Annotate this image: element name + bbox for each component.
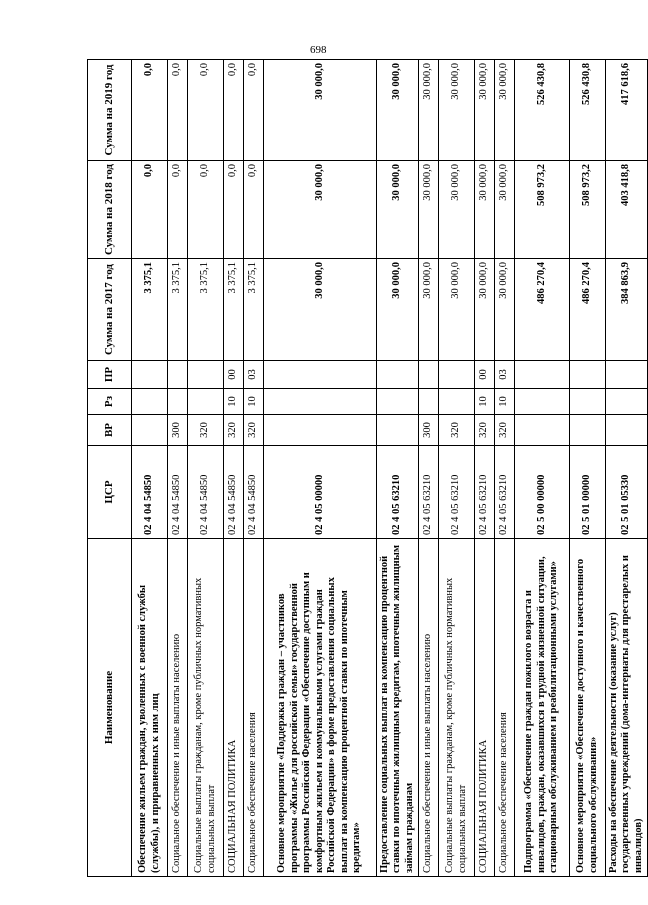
cell-y2017: 3 375,1	[132, 259, 168, 361]
table-row	[439, 60, 475, 877]
table-header-row	[88, 60, 132, 877]
cell-pr	[168, 361, 188, 389]
budget-table	[87, 59, 648, 877]
cell-name: Подпрограмма «Обеспечение граждан пожилого возраста и инвалидов, граждан, оказавшихся в трудной жизненной ситуации, стационарным обслуживанием и реабилитационными услугами»	[515, 539, 570, 877]
cell-vr	[570, 415, 606, 446]
table-row	[377, 60, 419, 877]
cell-rz: 10	[224, 389, 244, 415]
cell-y2019: 0,0	[224, 60, 244, 161]
cell-name: Социальные выплаты гражданам, кроме публичных нормативных социальных выплат	[188, 539, 224, 877]
cell-y2017: 486 270,4	[515, 259, 570, 361]
cell-y2017: 30 000,0	[419, 259, 439, 361]
table-row	[570, 60, 606, 877]
cell-y2017: 30 000,0	[377, 259, 419, 361]
header-2017: Сумма на 2017 год	[88, 259, 132, 361]
cell-pr	[419, 361, 439, 389]
cell-y2017: 30 000,0	[439, 259, 475, 361]
budget-table-rotated	[87, 60, 644, 877]
cell-name: Социальное обеспечение населения	[244, 539, 264, 877]
cell-csr: 02 4 05 63210	[495, 446, 515, 539]
cell-rz	[439, 389, 475, 415]
cell-vr: 300	[168, 415, 188, 446]
cell-csr: 02 4 04 54850	[188, 446, 224, 539]
cell-csr: 02 5 01 05330	[606, 446, 648, 539]
cell-csr: 02 4 05 63210	[439, 446, 475, 539]
cell-y2017: 486 270,4	[570, 259, 606, 361]
table-row	[244, 60, 264, 877]
cell-y2019: 30 000,0	[377, 60, 419, 161]
cell-csr: 02 4 04 54850	[224, 446, 244, 539]
cell-pr: 00	[475, 361, 495, 389]
cell-vr	[377, 415, 419, 446]
cell-pr	[606, 361, 648, 389]
cell-vr: 320	[188, 415, 224, 446]
cell-rz	[606, 389, 648, 415]
cell-y2017: 30 000,0	[475, 259, 495, 361]
cell-csr: 02 5 01 00000	[570, 446, 606, 539]
cell-y2019: 0,0	[244, 60, 264, 161]
cell-csr: 02 4 05 63210	[475, 446, 495, 539]
cell-rz: 10	[244, 389, 264, 415]
cell-vr: 320	[475, 415, 495, 446]
cell-y2018: 0,0	[188, 161, 224, 259]
cell-y2017: 3 375,1	[224, 259, 244, 361]
table-row	[132, 60, 168, 877]
cell-y2017: 384 863,9	[606, 259, 648, 361]
table-row	[188, 60, 224, 877]
header-rz: Рз	[88, 389, 132, 415]
cell-name: Расходы на обеспечение деятельности (оказание услуг) государственных учреждений (дома-интернаты для престарелых и инвалидов)	[606, 539, 648, 877]
cell-y2018: 0,0	[168, 161, 188, 259]
header-csr: ЦСР	[88, 446, 132, 539]
cell-y2018: 30 000,0	[264, 161, 377, 259]
cell-y2018: 30 000,0	[475, 161, 495, 259]
cell-vr: 320	[244, 415, 264, 446]
cell-csr: 02 4 04 54850	[168, 446, 188, 539]
cell-rz	[377, 389, 419, 415]
cell-y2019: 30 000,0	[264, 60, 377, 161]
header-vr: ВР	[88, 415, 132, 446]
cell-y2019: 0,0	[132, 60, 168, 161]
cell-y2018: 0,0	[132, 161, 168, 259]
cell-name: Социальное обеспечение и иные выплаты населению	[168, 539, 188, 877]
cell-name: Основное мероприятие «Поддержка граждан – участников программы «Жилье для российской семьи» государственной программы Российской Федерации «Обеспечение доступным и комфортным жильем и коммунальными услугами граждан Российской Федерации» в форме предоставления социальных выплат на компенсацию процентной ставки по ипотечным кредитам»	[264, 539, 377, 877]
cell-rz	[515, 389, 570, 415]
cell-pr	[515, 361, 570, 389]
table-row	[224, 60, 244, 877]
page-number: 698	[310, 44, 327, 56]
cell-pr: 03	[495, 361, 515, 389]
cell-rz	[419, 389, 439, 415]
cell-name: Социальные выплаты гражданам, кроме публичных нормативных социальных выплат	[439, 539, 475, 877]
cell-rz: 10	[475, 389, 495, 415]
cell-y2018: 403 418,8	[606, 161, 648, 259]
cell-csr: 02 5 00 00000	[515, 446, 570, 539]
cell-y2018: 30 000,0	[377, 161, 419, 259]
cell-y2018: 0,0	[224, 161, 244, 259]
cell-rz	[570, 389, 606, 415]
cell-y2017: 30 000,0	[495, 259, 515, 361]
cell-vr	[132, 415, 168, 446]
cell-y2017: 3 375,1	[188, 259, 224, 361]
cell-csr: 02 4 05 00000	[264, 446, 377, 539]
cell-vr	[606, 415, 648, 446]
cell-y2019: 526 430,8	[515, 60, 570, 161]
cell-y2019: 30 000,0	[439, 60, 475, 161]
cell-name: Предоставление социальных выплат на компенсацию процентной ставки по ипотечным жилищным кредитам, ипотечным жилищным займам гражданам	[377, 539, 419, 877]
table-row	[264, 60, 377, 877]
cell-pr: 00	[224, 361, 244, 389]
cell-vr: 300	[419, 415, 439, 446]
cell-rz: 10	[495, 389, 515, 415]
cell-pr	[264, 361, 377, 389]
header-name: Наименование	[88, 539, 132, 877]
cell-y2018: 30 000,0	[439, 161, 475, 259]
cell-y2019: 30 000,0	[475, 60, 495, 161]
cell-y2019: 0,0	[188, 60, 224, 161]
cell-y2018: 508 973,2	[515, 161, 570, 259]
table-row	[419, 60, 439, 877]
cell-vr	[515, 415, 570, 446]
cell-rz	[264, 389, 377, 415]
cell-y2018: 30 000,0	[419, 161, 439, 259]
table-row	[515, 60, 570, 877]
table-row	[168, 60, 188, 877]
cell-name: Социальное обеспечение населения	[495, 539, 515, 877]
cell-csr: 02 4 05 63210	[377, 446, 419, 539]
cell-y2019: 0,0	[168, 60, 188, 161]
cell-y2018: 0,0	[244, 161, 264, 259]
cell-vr: 320	[439, 415, 475, 446]
cell-y2017: 3 375,1	[244, 259, 264, 361]
cell-rz	[188, 389, 224, 415]
cell-vr: 320	[224, 415, 244, 446]
cell-y2018: 30 000,0	[495, 161, 515, 259]
cell-csr: 02 4 04 54850	[132, 446, 168, 539]
cell-rz	[132, 389, 168, 415]
cell-name: Основное мероприятие «Обеспечение доступного и качественного социального обслуживания»	[570, 539, 606, 877]
table-row	[495, 60, 515, 877]
cell-csr: 02 4 05 63210	[419, 446, 439, 539]
header-pr: ПР	[88, 361, 132, 389]
cell-name: Социальное обеспечение и иные выплаты населению	[419, 539, 439, 877]
cell-y2019: 30 000,0	[495, 60, 515, 161]
cell-name: СОЦИАЛЬНАЯ ПОЛИТИКА	[475, 539, 495, 877]
cell-name: СОЦИАЛЬНАЯ ПОЛИТИКА	[224, 539, 244, 877]
cell-vr: 320	[495, 415, 515, 446]
cell-pr: 03	[244, 361, 264, 389]
cell-y2018: 508 973,2	[570, 161, 606, 259]
cell-pr	[570, 361, 606, 389]
cell-y2019: 30 000,0	[419, 60, 439, 161]
cell-pr	[377, 361, 419, 389]
table-row	[606, 60, 648, 877]
cell-rz	[168, 389, 188, 415]
cell-pr	[439, 361, 475, 389]
table-row	[475, 60, 495, 877]
cell-vr	[264, 415, 377, 446]
cell-y2017: 3 375,1	[168, 259, 188, 361]
cell-y2017: 30 000,0	[264, 259, 377, 361]
cell-pr	[188, 361, 224, 389]
cell-y2019: 526 430,8	[570, 60, 606, 161]
cell-name: Обеспечение жильем граждан, уволенных с военной службы (службы), и приравненных к ним лиц	[132, 539, 168, 877]
cell-csr: 02 4 04 54850	[244, 446, 264, 539]
cell-y2019: 417 618,6	[606, 60, 648, 161]
cell-pr	[132, 361, 168, 389]
header-2019: Сумма на 2019 год	[88, 60, 132, 161]
header-2018: Сумма на 2018 год	[88, 161, 132, 259]
